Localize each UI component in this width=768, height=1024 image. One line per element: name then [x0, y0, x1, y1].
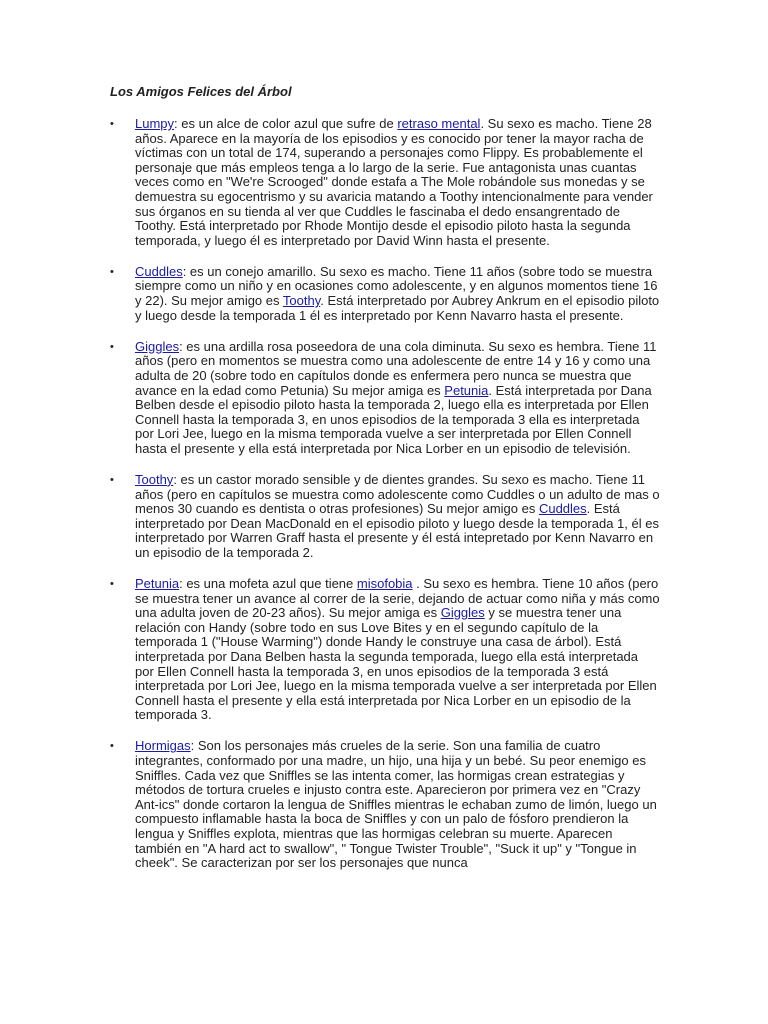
list-item [110, 340, 660, 457]
link-giggles[interactable]: Giggles [440, 605, 485, 621]
entry-text: : Son los personajes más crueles de la serie. Son una familia de cuatro integrantes, conformado por una madre, un hijo, una hija y un bebé. Su peor enemigo es Sniffles. Cada vez que Sniffles se las intenta comer, las hormigas crean estrategias y métodos de tortura crueles e injusto contra este. Aparecieron por primera vez en "Crazy Ant-ics" donde cortaron la lengua de Sniffles mientras le echaban zumo de limón, luego un compuesto inflamable hasta la boca de Sniffles y con un palo de fósforo prendieron la lengua y Sniffles explota, mientras que las hormigas celebran su muerte. Aparecen también en "A hard act to swallow", " Tongue Twister Trouble", "Suck it up" y "Tongue in cheek". Se caracterizan por ser los personajes que nunca [135, 738, 657, 871]
link-petunia[interactable]: Petunia [135, 576, 180, 592]
entry-text: . Está interpretada por Dana Belben desde el episodio piloto hasta la temporada 2, luego ella es interpretada por Ellen Connell hasta la temporada 3, en unos episodios de la temporada 3 ella es interpretada por Lori Jee, luego en la misma temporada vuelve a ser interpretada por Ellen Connell hasta el presente y ella está interpretada por Nica Lorber en un episodio de televisión. [135, 382, 652, 456]
entry-text: . Está interpretado por Dean MacDonald en el episodio piloto y luego desde la temporada 1, él es interpretado por Warren Graff hasta el presente y él está intepretado por Kenn Navarro en un episodio de la temporada 2. [135, 501, 659, 560]
link-petunia[interactable]: Petunia [444, 382, 489, 398]
page-title: Los Amigos Felices del Árbol [110, 84, 292, 99]
link-misofobia[interactable]: misofobia [356, 576, 413, 592]
link-cuddles[interactable]: Cuddles [538, 501, 587, 517]
bullet-icon: • [110, 340, 114, 353]
entry-text: : es un alce de color azul que sufre de [174, 116, 398, 131]
link-cuddles[interactable]: Cuddles [135, 263, 183, 279]
link-toothy[interactable]: Toothy [135, 471, 174, 487]
entry-text: y se muestra tener una relación con Handy (sobre todo en sus Love Bites y en el segundo capítulo de la temporada 1 ("House Warming") donde Handy le construye una casa de árbol). Está interpretada por Dana Belben hasta la segunda temporada, luego ella está interpretada por Ellen Connell hasta la temporada 3, en unos episodios de la temporada 3 está interpretada por Lori Jee, luego en la misma temporada vuelve a ser interpretada por Ellen Connell hasta el presente y ella está interpretada por Nica Lorber en un episodio de la temporada 3. [135, 605, 657, 723]
link-hormigas[interactable]: Hormigas [135, 738, 191, 754]
character-list [110, 117, 660, 887]
entry-text: : es una mofeta azul que tiene [179, 576, 357, 592]
link-lumpy[interactable]: Lumpy [135, 116, 175, 131]
bullet-icon: • [110, 118, 114, 130]
bullet-icon: • [110, 265, 114, 278]
link-retraso-mental[interactable]: retraso mental [397, 116, 481, 131]
entry-text: . Está interpretado por Aubrey Ankrum en el episodio piloto y luego desde la temporada 1 él es interpretado por Kenn Navarro hasta el presente. [135, 293, 660, 323]
list-item [110, 739, 660, 870]
entry-text: . Su sexo es hembra. Tiene 10 años (pero se muestra tener un avance al correr de la serie, dejando de actuar como niña y más como una adulta joven de 20-23 años). Su mejor amiga es [135, 576, 660, 621]
list-item [110, 117, 660, 248]
link-toothy[interactable]: Toothy [282, 293, 321, 309]
entry-text: . Su sexo es macho. Tiene 28 años. Aparece en la mayoría de los episodios y es conocido por tener la mayor racha de víctimas con un total de 174, superando a personajes como Flippy. Es probablemente el personaje que más empleos tenga a lo largo de la serie. Fue antagonista unas cuantas veces como en "We're Scrooged" donde estafa a The Mole robándole sus monedas y se demuestra su egocentrismo y su avaricia matando a Toothy intencionalmente para vender sus órganos en su tienda al ver que Cuddles le fascinaba el dedo ensangrentado de Toothy. Está interpretado por Rhode Montijo desde el episodio piloto hasta la segunda temporada, y luego él es interpretado por David Winn hasta el presente. [135, 116, 653, 248]
entry-text: : es un conejo amarillo. Su sexo es macho. Tiene 11 años (sobre todo se muestra siempre como un niño y en ocasiones como adolescente, y en algunos momentos tiene 16 y 22). Su mejor amigo es [135, 263, 658, 309]
entry-text: : es una ardilla rosa poseedora de una cola diminuta. Su sexo es hembra. Tiene 11 años (pero en momentos se muestra como una adolescente de entre 14 y 16 y como una adulta de 20 (sobre todo en capítulos donde es enfermera pero nunca se muestra que avance en la edad como Petunia) Su mejor amiga es [135, 338, 657, 398]
bullet-icon: • [110, 578, 114, 591]
list-item [110, 473, 660, 561]
link-giggles[interactable]: Giggles [135, 338, 180, 354]
list-item [110, 265, 660, 323]
entry-text: : es un castor morado sensible y de dientes grandes. Su sexo es macho. Tiene 11 años (pero en capítulos se muestra como adolescente como Cuddles o un adulto de mas o menos 30 cuando es dentista o otras profesiones) Su mejor amigo es [135, 471, 660, 517]
bullet-icon: • [110, 740, 114, 753]
list-item [110, 577, 660, 723]
bullet-icon: • [110, 473, 114, 486]
